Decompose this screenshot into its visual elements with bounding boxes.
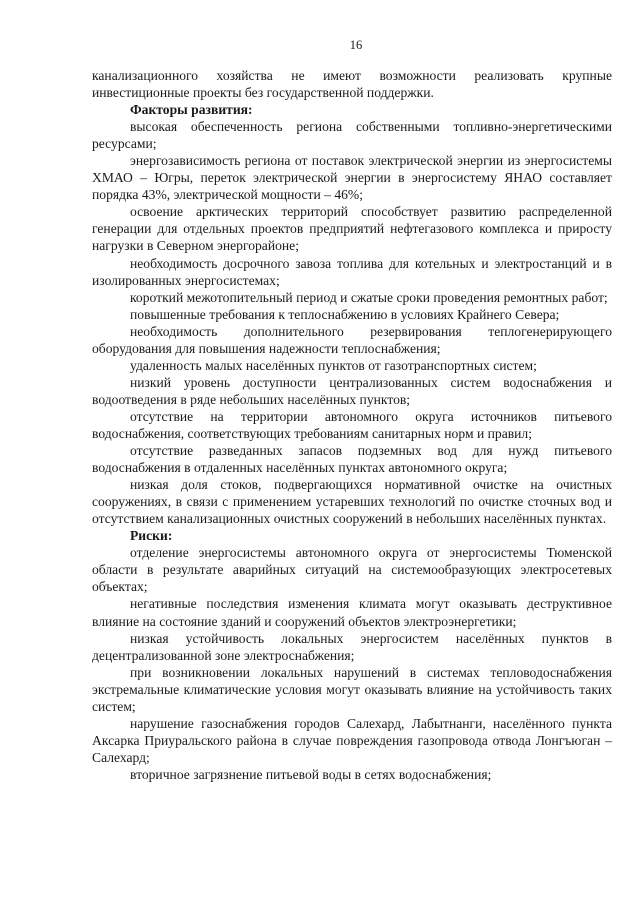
paragraph: энергозависимость региона от поставок электрической энергии из энергосистемы ХМАО – Югры, переток электрической энергии в энергосистему ЯНАО составляет порядка 43%, электрической мощности – 46%; [92,153,612,203]
paragraph: низкий уровень доступности централизованных систем водоснабжения и водоотведения в ряде небольших населённых пунктов; [92,374,612,407]
heading-development-factors: Факторы развития: [130,102,253,118]
paragraph: отделение энергосистемы автономного округа от энергосистемы Тюменской области в результате аварийных ситуаций на системообразующих электросетевых объектах; [92,545,612,595]
paragraph: необходимость досрочного завоза топлива для котельных и электростанций и в изолированных энергосистемах; [92,255,612,288]
paragraph: высокая обеспеченность региона собственными топливно-энергетическими ресурсами; [92,119,612,152]
paragraph: отсутствие на территории автономного округа источников питьевого водоснабжения, соответствующих требованиям санитарных норм и правил; [92,408,612,441]
paragraph: нарушение газоснабжения городов Салехард, Лабытнанги, населённого пункта Аксарка Приуральского района в случае повреждения газопровода отвода Лонгъюган – Салехард; [92,715,612,765]
paragraph: негативные последствия изменения климата могут оказывать деструктивное влияние на состояние зданий и сооружений объектов электроэнергетики; [92,596,612,629]
paragraph: отсутствие разведанных запасов подземных вод для нужд питьевого водоснабжения в отдаленных населённых пунктах автономного округа; [92,443,612,476]
paragraph: низкая устойчивость локальных энергосистем населённых пунктов в децентрализованной зоне электроснабжения; [92,630,612,663]
paragraph: освоение арктических территорий способствует развитию распределенной генерации для отдельных проектов предприятий нефтегазового комплекса и приросту нагрузки в Северном энергорайоне; [92,204,612,254]
paragraph: низкая доля стоков, подвергающихся нормативной очистке на очистных сооружениях, в связи с применением устаревших технологий по очистке сточных вод и отсутствием канализационных очистных сооружений в небольших населённых пунктах. [92,477,612,527]
paragraph: удаленность малых населённых пунктов от газотранспортных систем; [130,357,537,373]
paragraph: при возникновении локальных нарушений в системах тепловодоснабжения экстремальные климатические условия могут оказывать влияние на устойчивость таких систем; [92,664,612,714]
document-body [92,67,612,783]
paragraph: необходимость дополнительного резервирования теплогенерирующего оборудования для повышения надежности теплоснабжения; [92,323,612,356]
document-page [92,38,612,783]
page-number: 16 [349,38,363,52]
heading-risks: Риски: [130,528,173,544]
paragraph-continuation: канализационного хозяйства не имеют возможности реализовать крупные инвестиционные проекты без государственной поддержки. [92,68,612,101]
paragraph: повышенные требования к теплоснабжению в условиях Крайнего Севера; [130,306,560,322]
paragraph: вторичное загрязнение питьевой воды в сетях водоснабжения; [130,766,492,782]
paragraph: короткий межотопительный период и сжатые сроки проведения ремонтных работ; [130,289,608,305]
